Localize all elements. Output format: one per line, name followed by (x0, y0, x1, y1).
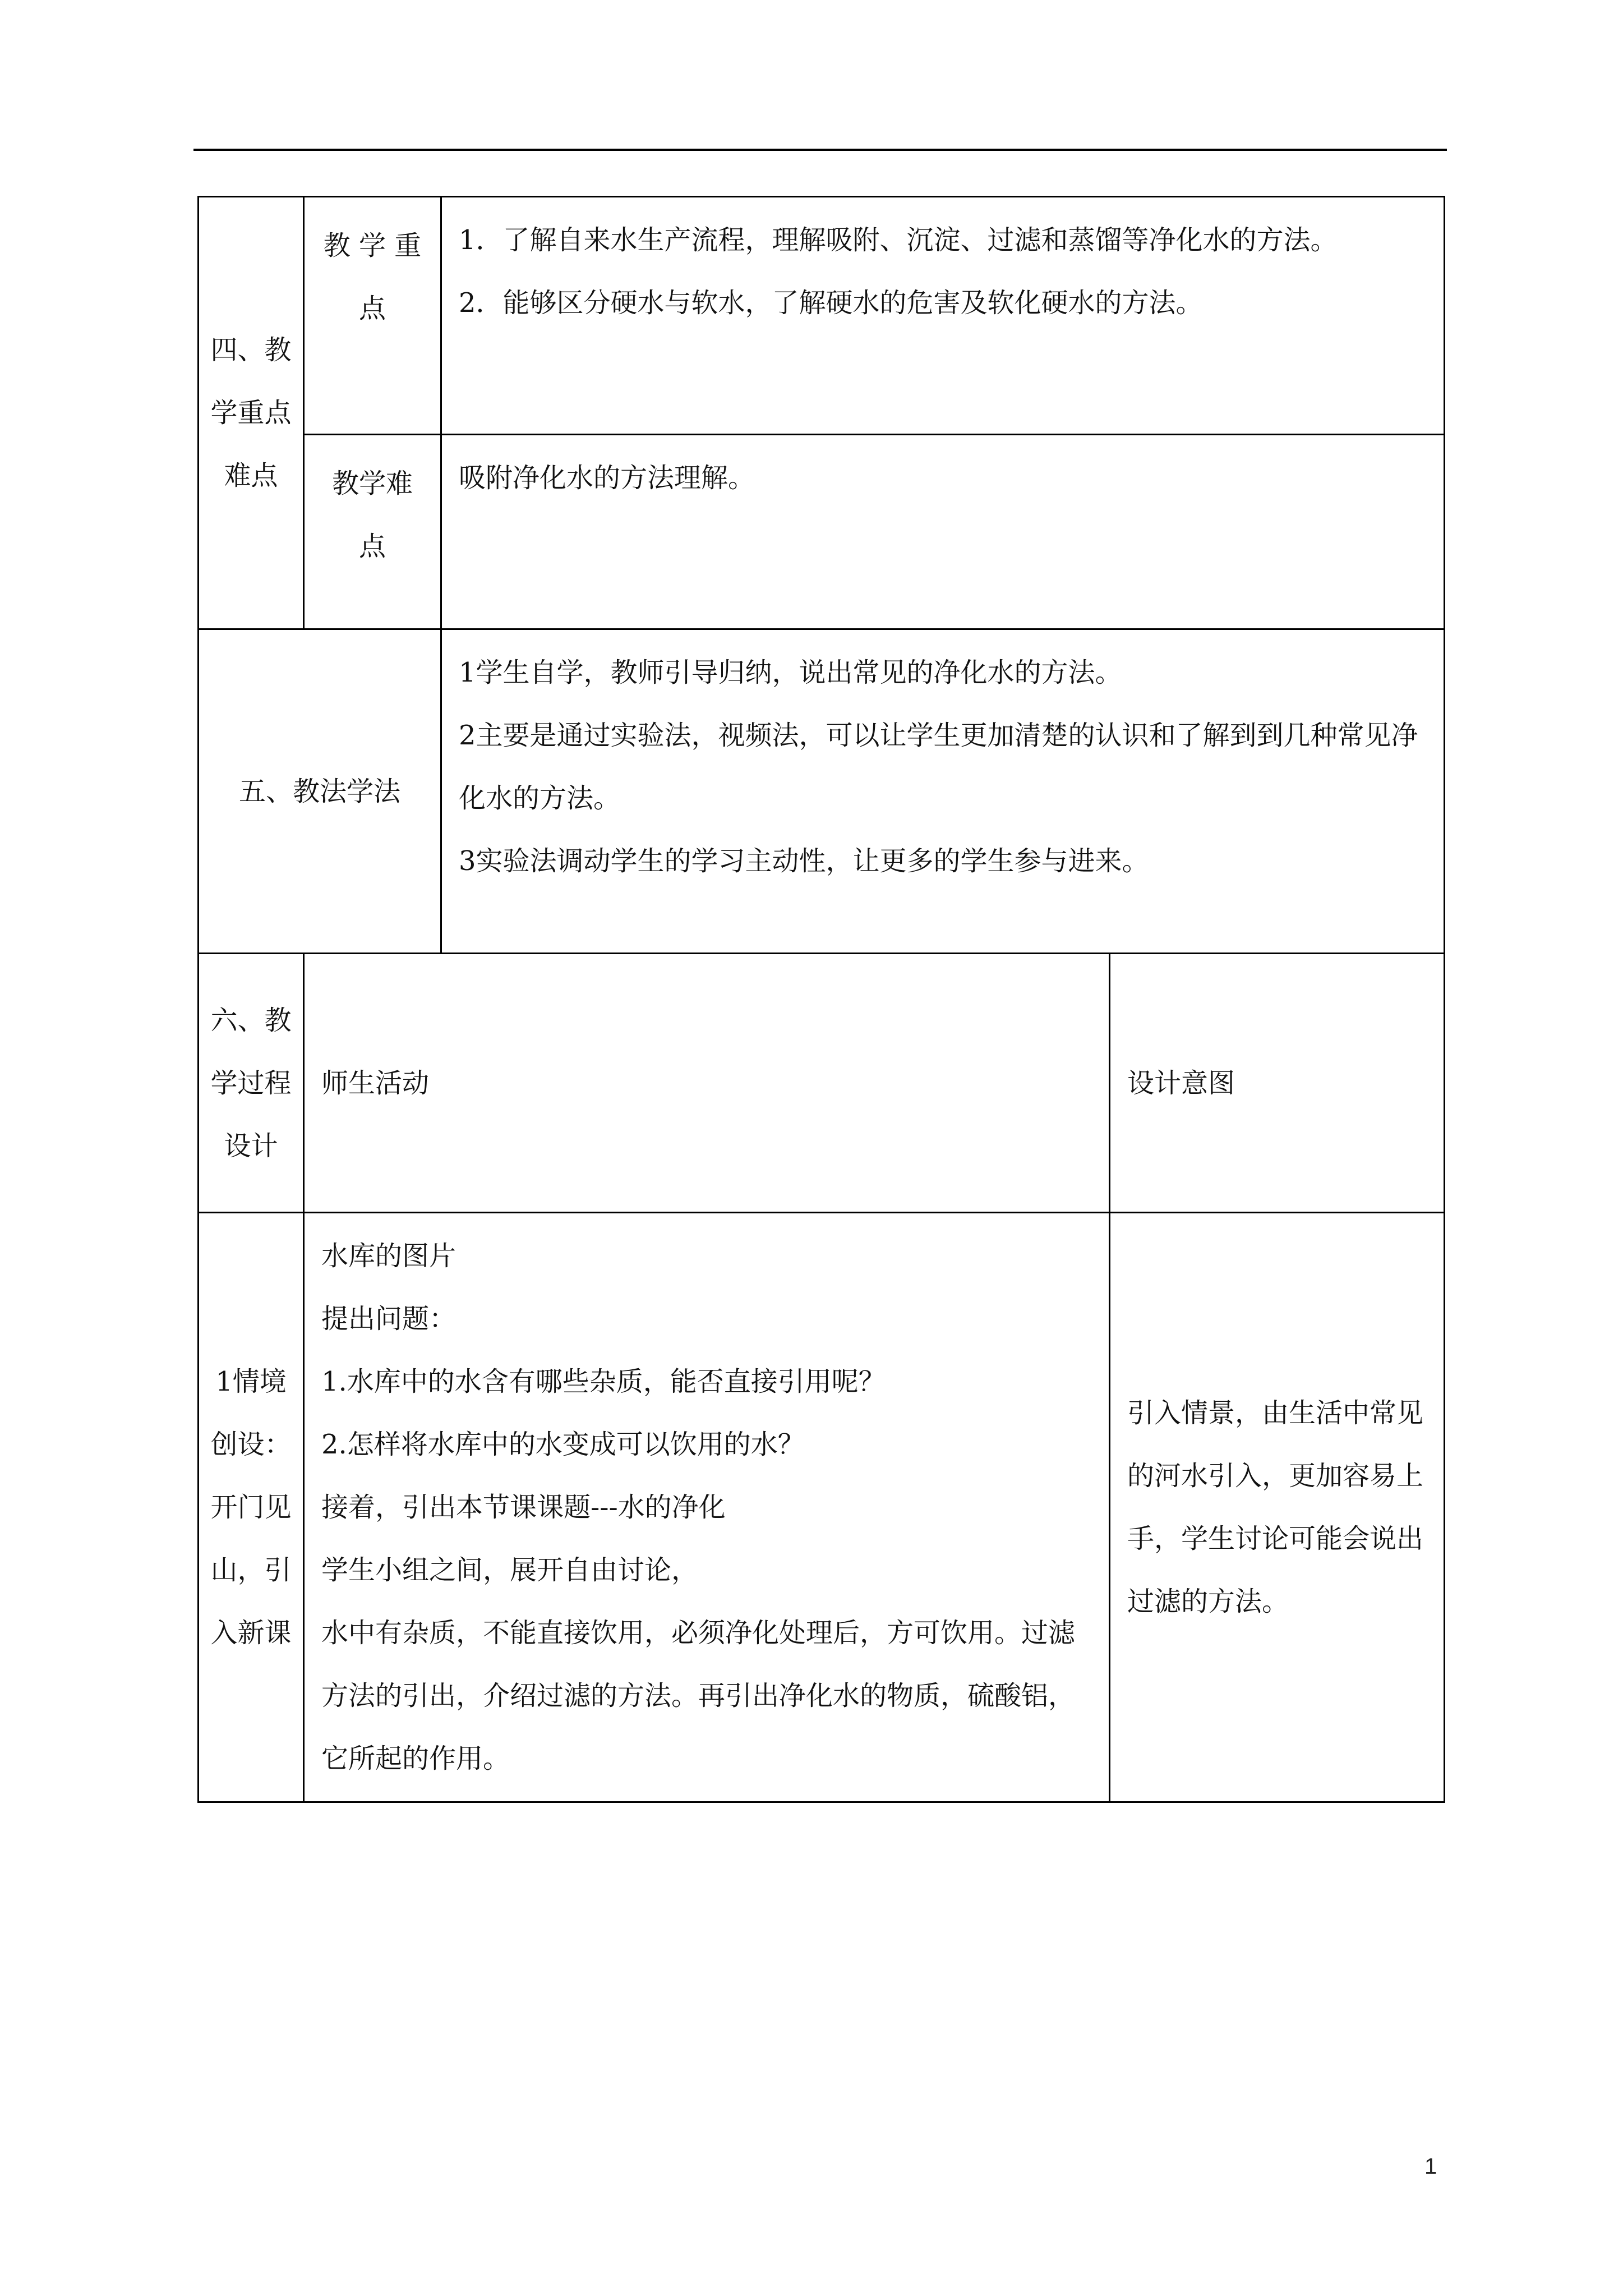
methods-content (441, 629, 1445, 954)
activity-line: 接着，引出本节课课题---水的净化 (321, 1492, 726, 1523)
difficulty-label: 教学难 点 (304, 435, 441, 629)
activity-header: 师生活动 (304, 954, 1110, 1213)
key-points-label: 四、教学重点难点 (199, 197, 304, 629)
stage1-label: 1情境创设：开门见山，引入新课 (199, 1213, 304, 1802)
lesson-plan-table (197, 196, 1445, 1803)
method-item: 3实验法调动学生的学习主动性，让更多的学生参与进来。 (459, 845, 1149, 877)
header-rule (193, 149, 1447, 151)
activity-line: 2.怎样将水库中的水变成可以饮用的水？ (321, 1429, 805, 1460)
activity-line: 水库的图片 (321, 1240, 457, 1272)
stage1-row (199, 1213, 1445, 1802)
difficulty-content: 吸附净化水的方法理解。 (441, 435, 1445, 629)
activity-line: 1.水库中的水含有哪些杂质，能否直接引用呢？ (321, 1366, 886, 1397)
method-item: 2主要是通过实验法，视频法，可以让学生更加清楚的认识和了解到到几种常见净化水的方法。 (459, 720, 1418, 814)
focus-item: 2．能够区分硬水与软水，了解硬水的危害及软化硬水的方法。 (459, 287, 1203, 319)
stage1-activities (304, 1213, 1110, 1802)
activity-line: 水中有杂质，不能直接饮用，必须净化处理后，方可饮用。过滤方法的引出，介绍过滤的方法。再引出净化水的物质，硫酸铝，它所起的作用。 (321, 1617, 1076, 1774)
methods-row (199, 629, 1445, 954)
activity-line: 学生小组之间，展开自由讨论， (321, 1554, 699, 1586)
intent-header: 设计意图 (1110, 954, 1445, 1213)
methods-label: 五、教法学法 (199, 629, 441, 954)
focus-content (441, 197, 1445, 435)
focus-row (199, 197, 1445, 435)
method-item: 1学生自学，教师引导归纳，说出常见的净化水的方法。 (459, 657, 1122, 688)
page-number: 1 (1424, 2154, 1437, 2179)
process-header-row (199, 954, 1445, 1213)
focus-item: 1．了解自来水生产流程，理解吸附、沉淀、过滤和蒸馏等净化水的方法。 (459, 224, 1338, 256)
stage1-intent: 引入情景，由生活中常见的河水引入，更加容易上手，学生讨论可能会说出过滤的方法。 (1110, 1213, 1445, 1802)
process-label: 六、教学过程设计 (199, 954, 304, 1213)
focus-label: 教 学 重 点 (304, 197, 441, 435)
activity-line: 提出问题： (321, 1303, 457, 1335)
difficulty-row (199, 435, 1445, 629)
